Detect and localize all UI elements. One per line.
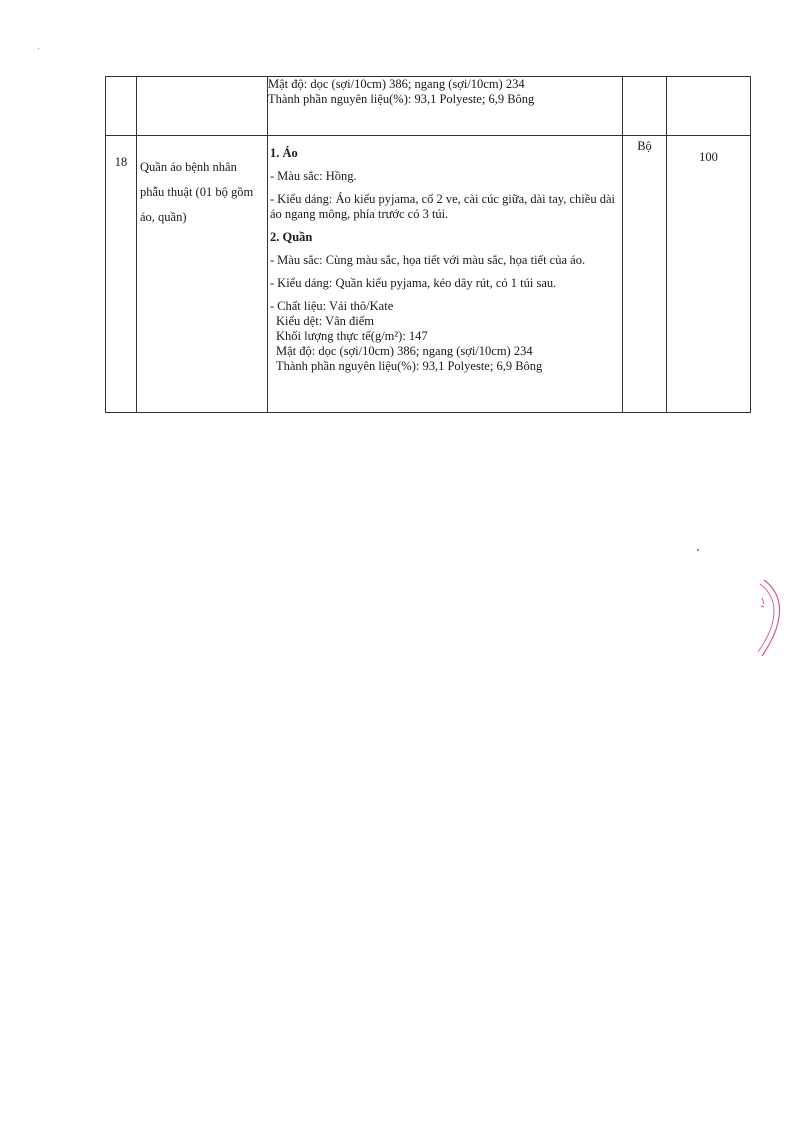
weave-line: Kiểu dệt: Vân điểm (276, 314, 375, 328)
table-row-previous (106, 77, 751, 136)
stamp-arc-outer (762, 580, 780, 656)
prev-spec-cell (268, 77, 623, 136)
bullet-mark: - (270, 299, 275, 313)
bullet-mark: - (270, 192, 275, 206)
prev-composition-line: Thành phần nguyên liệu(%): 93,1 Polyeste; 6,9 Bông (268, 92, 535, 106)
quantity-cell: 100 (667, 136, 751, 413)
prev-name-cell (137, 77, 268, 136)
quan-color-text: Màu sắc: Cùng màu sắc, họa tiết với màu sắc, họa tiết của áo. (277, 253, 586, 267)
bullet-mark: - (270, 276, 275, 290)
prev-stt-cell (106, 77, 137, 136)
material-line (270, 299, 620, 314)
weight-line: Khối lượng thực tế(g/m²): 147 (276, 329, 428, 343)
ao-heading: 1. Áo (270, 146, 298, 160)
bullet-mark: - (270, 253, 275, 267)
red-stamp-mark (752, 578, 792, 658)
unit-cell: Bộ (623, 136, 667, 413)
quan-style-line (270, 276, 620, 291)
specification-table (105, 76, 751, 413)
prev-density-line: Mật độ: dọc (sợi/10cm) 386; ngang (sợi/10cm) 234 (268, 77, 525, 91)
item-spec-cell (268, 136, 623, 413)
bullet-mark: - (270, 169, 275, 183)
stamp-glyph (761, 598, 764, 607)
quan-style-text: Kiểu dáng: Quần kiểu pyjama, kéo dây rút, có 1 túi sau. (277, 276, 557, 290)
ao-style-text: Kiểu dáng: Áo kiểu pyjama, cổ 2 ve, cài cúc giữa, dài tay, chiều dài áo ngang mông, phía trước có 3 túi. (270, 192, 615, 221)
table-row-18 (106, 136, 751, 413)
density-line: Mật độ: dọc (sợi/10cm) 386; ngang (sợi/10cm) 234 (276, 344, 533, 358)
ao-style-line (270, 192, 620, 222)
composition-line: Thành phần nguyên liệu(%): 93,1 Polyeste; 6,9 Bông (276, 359, 543, 373)
prev-qty-cell (667, 77, 751, 136)
item-name-cell: Quần áo bệnh nhân phẫu thuật (01 bộ gồm áo, quần) (137, 136, 268, 413)
prev-unit-cell (623, 77, 667, 136)
row-number-cell: 18 (106, 136, 137, 413)
quan-color-line (270, 253, 620, 268)
ao-color-line (270, 169, 620, 184)
scan-speck (38, 48, 39, 49)
stamp-arc-inner (758, 584, 774, 652)
scan-speck (697, 549, 699, 551)
material-text: Chất liệu: Vải thô/Kate (277, 299, 394, 313)
ao-color-text: Màu sắc: Hồng. (277, 169, 357, 183)
quan-heading: 2. Quần (270, 230, 313, 244)
